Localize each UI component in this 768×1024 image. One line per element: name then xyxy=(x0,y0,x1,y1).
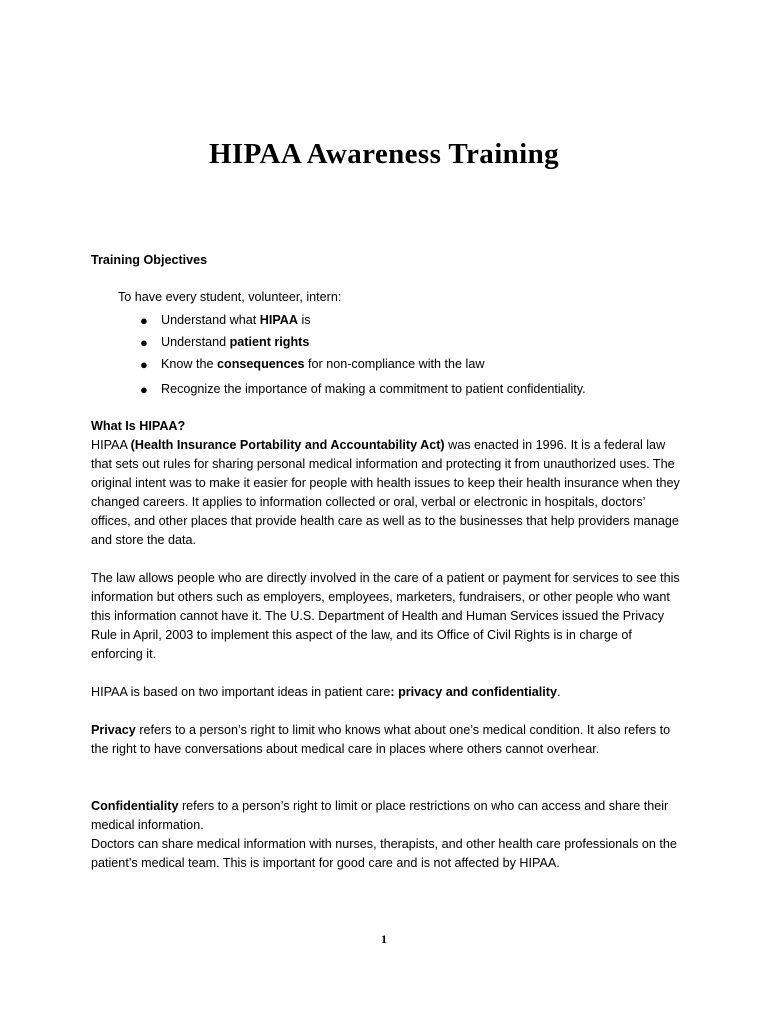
paragraph-text: . xyxy=(556,685,561,699)
item-text: Understand xyxy=(161,335,230,349)
item-emphasis: consequences xyxy=(217,357,305,371)
bullet-icon: ● xyxy=(140,382,148,397)
what-is-heading: What Is HIPAA? xyxy=(91,419,186,433)
list-item xyxy=(140,355,586,377)
paragraph-confidentiality xyxy=(91,797,681,835)
paragraph-emphasis: Confidentiality xyxy=(91,799,179,813)
item-emphasis: patient rights xyxy=(229,335,310,349)
paragraph-text: HIPAA xyxy=(91,438,131,452)
bullet-icon: ● xyxy=(140,313,148,328)
bullet-icon: ● xyxy=(140,357,148,372)
paragraph-access: The law allows people who are directly involved in the care of a patient or payment for services to see this information but others such as employers, employees, marketers, fundraisers, or other people who want this information cannot have it. The U.S. Department of Health and Human Services issued the Privacy Rule in April, 2003 to implement this aspect of the law, and its Office of Civil Rights is in charge of enforcing it. xyxy=(91,571,680,661)
page-number: 1 xyxy=(381,932,387,946)
paragraph-text: was enacted in 1996. It is a federal law that sets out rules for sharing personal medical information and protecting it from unauthorized uses. The original intent was to make it easier for people with health issues to keep their health insurance when they changed careers. It applies to information collected or oral, verbal or electronic in hospitals, doctors’ offices, and other places that provide health care as well as to the businesses that help providers manage and store the data. xyxy=(91,438,680,547)
objectives-heading: Training Objectives xyxy=(91,253,208,267)
paragraph-definition xyxy=(91,436,681,550)
bullet-icon: ● xyxy=(140,335,148,350)
paragraph-emphasis: (Health Insurance Portability and Accountability Act) xyxy=(130,438,445,452)
paragraph-two-ideas xyxy=(91,683,681,702)
paragraph-emphasis: Privacy xyxy=(91,723,136,737)
list-item xyxy=(140,311,586,333)
list-item xyxy=(140,380,586,402)
item-text: for non-compliance with the law xyxy=(304,357,485,371)
paragraph-text: refers to a person’s right to limit or place restrictions on who can access and share their medical information. xyxy=(91,799,669,832)
objectives-intro: To have every student, volunteer, intern: xyxy=(118,290,342,304)
page-title: HIPAA Awareness Training xyxy=(208,138,560,170)
item-emphasis: HIPAA xyxy=(259,313,298,327)
item-text: is xyxy=(297,313,311,327)
objectives-list xyxy=(140,311,586,402)
paragraph-privacy xyxy=(91,721,681,759)
item-text: Know the xyxy=(161,357,218,371)
paragraph-text: HIPAA is based on two important ideas in patient care xyxy=(91,685,391,699)
paragraph-doctors: Doctors can share medical information with nurses, therapists, and other health care professionals on the patient’s medical team. This is important for good care and is not affected by HIPAA. xyxy=(91,837,677,870)
list-item xyxy=(140,333,586,355)
item-text: Understand what xyxy=(161,313,260,327)
paragraph-text: refers to a person’s right to limit who knows what about one’s medical condition. It also refers to the right to have conversations about medical care in places where others cannot overhear. xyxy=(91,723,671,756)
paragraph-emphasis: : privacy and confidentiality xyxy=(390,685,557,699)
item-text: Recognize the importance of making a commitment to patient confidentiality. xyxy=(161,382,586,396)
